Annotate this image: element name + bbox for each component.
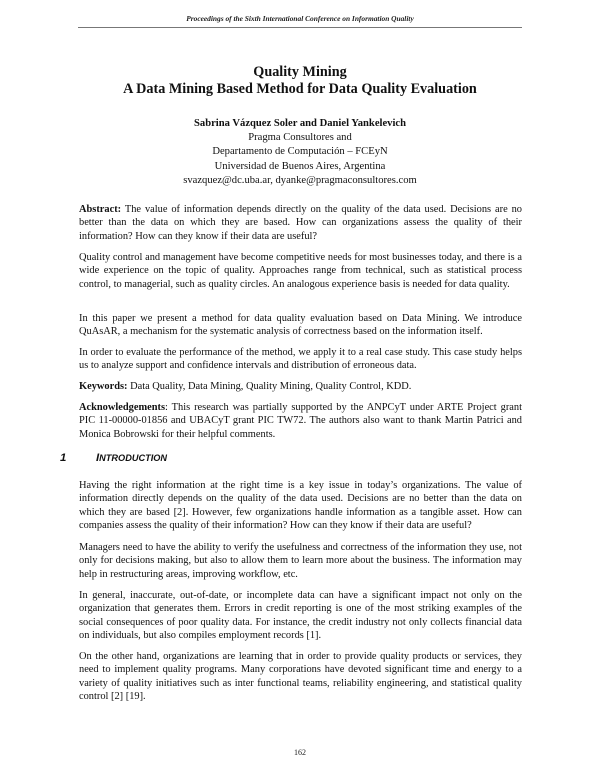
- affiliation-line1: Pragma Consultores and: [248, 132, 352, 144]
- title-block: [0, 64, 600, 98]
- intro-paragraph2: Managers need to have the ability to verify the usefulness and correctness of the information they use, not only for decisions making, but also to allow them to learn more about the business. The information may help in restructuring areas, improving workflow, etc.: [79, 542, 522, 580]
- abstract-paragraph1: [79, 203, 522, 243]
- section-heading-introduction: [60, 452, 167, 464]
- affiliation-line3: Universidad de Buenos Aires, Argentina: [214, 160, 386, 172]
- author-emails: svazquez@dc.uba.ar, dyanke@pragmaconsultores.com: [183, 174, 417, 186]
- abstract-paragraph4: In order to evaluate the performance of the method, we apply it to a real case study. This case study helps us to analyze support and confidence intervals and distribution of erroneous data.: [79, 347, 522, 372]
- keywords-label: Keywords:: [79, 381, 128, 392]
- acknowledgements-text: : This research was partially supported by the ANPCyT under ARTE Project grant PIC 11-00000-01856 and UBACyT grant PIC TW72. The authors also want to thank Martin Patrici and Monica Bobrowski for their helpful comments.: [79, 402, 522, 440]
- abstract-text1: The value of information depends directly on the quality of the data used. Decisions are no better than the data on which they are based. How can organizations assess the quality of their information? How can they know if their data are useful?: [79, 204, 522, 242]
- page-number: 162: [294, 748, 306, 757]
- paper-title-line1: Quality Mining: [253, 64, 347, 80]
- acknowledgements-label: Acknowledgements: [79, 402, 166, 413]
- running-head: Proceedings of the Sixth International Conference on Information Quality: [186, 14, 414, 23]
- section-title-rest: NTRODUCTION: [99, 453, 168, 463]
- abstract-label: Abstract:: [79, 204, 122, 215]
- abstract-paragraph2: Quality control and management have become competitive needs for most businesses today, and there is a wide experience on the topic of quality. Approaches range from technical, such as statistical process control, to managerial, such as quality circles. An analogous experience basis is needed for data quality.: [79, 252, 522, 290]
- intro-paragraph4: On the other hand, organizations are learning that in order to provide quality products or services, they need to implement quality programs. Many corporations have devoted significant time and energy to a variety of quality initiatives such as inter functional teams, reliability engineering, and statistical quality control [2] [19].: [79, 651, 522, 702]
- author-block: [0, 117, 600, 188]
- section-title-initial: I: [96, 452, 100, 464]
- header-rule: [78, 27, 522, 28]
- acknowledgements-paragraph: [79, 401, 522, 441]
- intro-paragraph1: Having the right information at the right time is a key issue in today’s organizations. The value of information directly depends on the quality of the data used. Decisions are no better than the data on which they are based [2]. However, few organizations handle information as a tangible asset. How can companies assess the quality of their information? How can they know if their data are useful?: [79, 480, 522, 531]
- section-number: 1: [60, 452, 67, 464]
- intro-paragraph3: In general, inaccurate, out-of-date, or incomplete data can have a significant impact not only on the organization that generates them. Errors in credit reporting is one of the most striking examples of the social consequences of poor quality data. For instance, the credit industry not only collects financial data on individuals, but also compiles employment records [1].: [79, 590, 522, 641]
- keywords-paragraph: [79, 380, 522, 393]
- affiliation-line2: Departamento de Computación – FCEyN: [212, 146, 388, 158]
- paper-title-line2: A Data Mining Based Method for Data Quality Evaluation: [123, 81, 477, 97]
- keywords-text: Data Quality, Data Mining, Quality Mining, Quality Control, KDD.: [130, 381, 412, 392]
- abstract-paragraph3: In this paper we present a method for data quality evaluation based on Data Mining. We introduce QuAsAR, a mechanism for the systematic analysis of correctness based on the information itself.: [79, 313, 522, 338]
- author-names: Sabrina Vázquez Soler and Daniel Yankelevich: [194, 118, 406, 129]
